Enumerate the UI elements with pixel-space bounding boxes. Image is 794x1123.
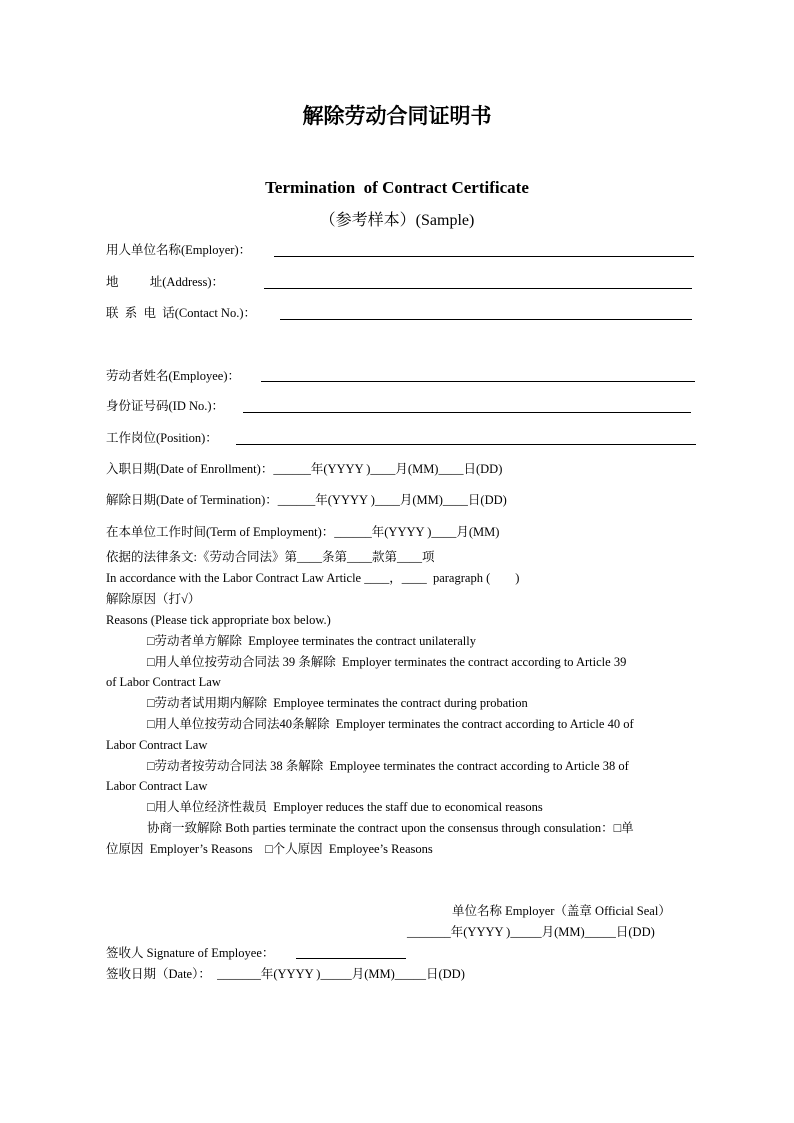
document-title: 解除劳动合同证明书: [302, 104, 492, 128]
address-line[interactable]: [264, 288, 692, 289]
position-line[interactable]: [236, 444, 696, 445]
employer-seal-label: 单位名称 Employer（盖章 Official Seal）: [452, 904, 671, 918]
reasons-heading-en: Reasons (Please tick appropriate box below.): [106, 613, 331, 627]
employee-name-line[interactable]: [261, 381, 695, 382]
reasons-heading-cn: 解除原因（打√）: [106, 592, 201, 606]
enrollment-date: 入职日期(Date of Enrollment)：______年(YYYY )____月(MM)____日(DD): [106, 462, 503, 476]
id-number-label: 身份证号码(ID No.)：: [106, 399, 225, 413]
reason-article-38-cont: Labor Contract Law: [106, 779, 208, 793]
termination-date: 解除日期(Date of Termination)：______年(YYYY )____月(MM)____日(DD): [106, 493, 507, 507]
reason-article-39-cont: of Labor Contract Law: [106, 675, 221, 689]
term-of-employment: 在本单位工作时间(Term of Employment)：______年(YYYY )____月(MM): [106, 525, 500, 539]
employer-sign-date: _______年(YYYY )_____月(MM)_____日(DD): [407, 925, 655, 939]
reason-article-40-cont: Labor Contract Law: [106, 738, 208, 752]
contact-line[interactable]: [280, 319, 692, 320]
receipt-date: 签收日期（Date）： _______年(YYYY )_____月(MM)_____日(DD): [106, 967, 465, 981]
id-number-line[interactable]: [243, 412, 691, 413]
employer-name-label: 用人单位名称(Employer)：: [106, 243, 252, 257]
position-label: 工作岗位(Position)：: [106, 431, 218, 445]
contact-label: 联 系 电 话(Contact No.)：: [106, 306, 256, 320]
reason-mutual-consensus-cont[interactable]: 位原因 Employer’s Reasons □个人原因 Employee’s Reasons: [106, 842, 433, 856]
legal-basis-en: In accordance with the Labor Contract Law Article ____，____ paragraph ( ): [106, 571, 520, 585]
employee-name-label: 劳动者姓名(Employee)：: [106, 369, 241, 383]
reason-checkbox-article-38[interactable]: □劳动者按劳动合同法 38 条解除 Employee terminates the contract according to Article 38 of: [147, 759, 629, 773]
sample-label: （参考样本）(Sample): [319, 212, 475, 229]
employee-signature-label: 签收人 Signature of Employee：: [106, 946, 275, 960]
reason-checkbox-unilateral[interactable]: □劳动者单方解除 Employee terminates the contract unilaterally: [147, 634, 476, 648]
reason-checkbox-article-39[interactable]: □用人单位按劳动合同法 39 条解除 Employer terminates the contract according to Article 39: [147, 655, 627, 669]
address-label: 地 址(Address)：: [106, 275, 225, 289]
document-subtitle: Termination of Contract Certificate: [265, 178, 529, 197]
reason-mutual-consensus[interactable]: 协商一致解除 Both parties terminate the contract upon the consensus through consulation：□单: [147, 821, 634, 835]
employee-signature-line[interactable]: [296, 958, 406, 959]
reason-checkbox-article-40[interactable]: □用人单位按劳动合同法40条解除 Employer terminates the contract according to Article 40 of: [147, 717, 634, 731]
reason-checkbox-layoff[interactable]: □用人单位经济性裁员 Employer reduces the staff due to economical reasons: [147, 800, 543, 814]
reason-checkbox-probation[interactable]: □劳动者试用期内解除 Employee terminates the contract during probation: [147, 696, 528, 710]
legal-basis-cn: 依据的法律条文:《劳动合同法》第____条第____款第____项: [106, 550, 435, 564]
employer-name-line[interactable]: [274, 256, 694, 257]
